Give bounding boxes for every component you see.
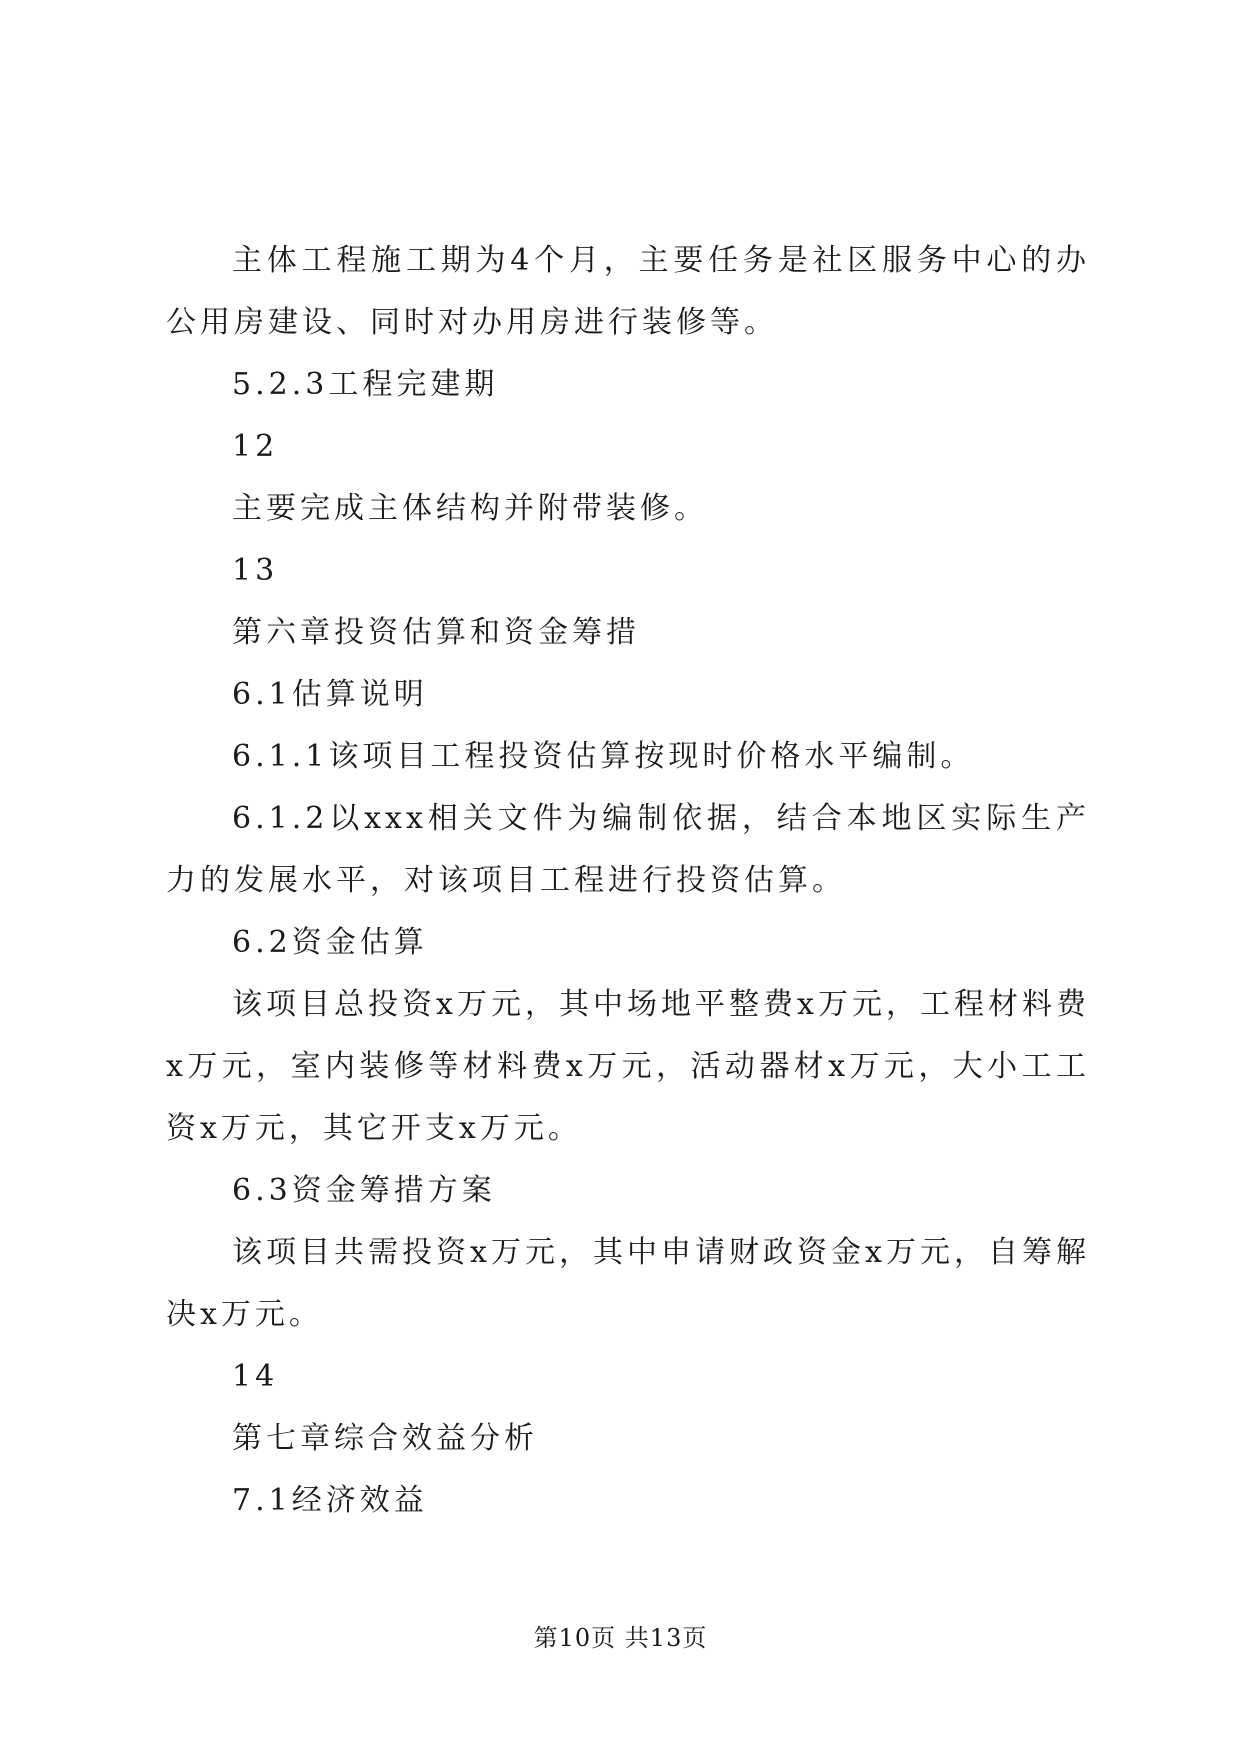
paragraph-construction-period: 主体工程施工期为4个月，主要任务是社区服务中心的办公用房建设、同时对办用房进行装修等。: [166, 243, 1090, 340]
paragraph-6-1-1: 6.1.1该项目工程投资估算按现时价格水平编制。: [232, 739, 975, 774]
page-number-footer: 第10页 共13页: [533, 1624, 708, 1652]
paragraph-main-structure: 主要完成主体结构并附带装修。: [232, 491, 708, 526]
paragraph-fund-estimate: 该项目总投资x万元，其中场地平整费x万元，工程材料费x万元，室内装修等材料费x万元，活动器材x万元，大小工工资x万元，其它开支x万元。: [166, 987, 1090, 1146]
page-marker-13: 13: [232, 553, 279, 588]
chapter-six-title: 第六章投资估算和资金筹措: [232, 615, 640, 650]
section-6-3-title: 6.3资金筹措方案: [232, 1173, 496, 1208]
chapter-seven-title: 第七章综合效益分析: [232, 1421, 538, 1456]
heading-completion-period: 5.2.3工程完建期: [232, 367, 499, 402]
document-body: [166, 230, 1090, 1532]
paragraph-fund-raising: 该项目共需投资x万元，其中申请财政资金x万元，自筹解决x万元。: [166, 1235, 1090, 1332]
section-7-1-title: 7.1经济效益: [232, 1483, 428, 1518]
paragraph-6-1-2: 6.1.2以xxx相关文件为编制依据，结合本地区实际生产力的发展水平，对该项目工程进行投资估算。: [166, 801, 1090, 898]
section-6-2-title: 6.2资金估算: [232, 925, 428, 960]
page-marker-12: 12: [232, 429, 279, 464]
page-marker-14: 14: [232, 1359, 279, 1394]
section-6-1-title: 6.1估算说明: [232, 677, 428, 712]
